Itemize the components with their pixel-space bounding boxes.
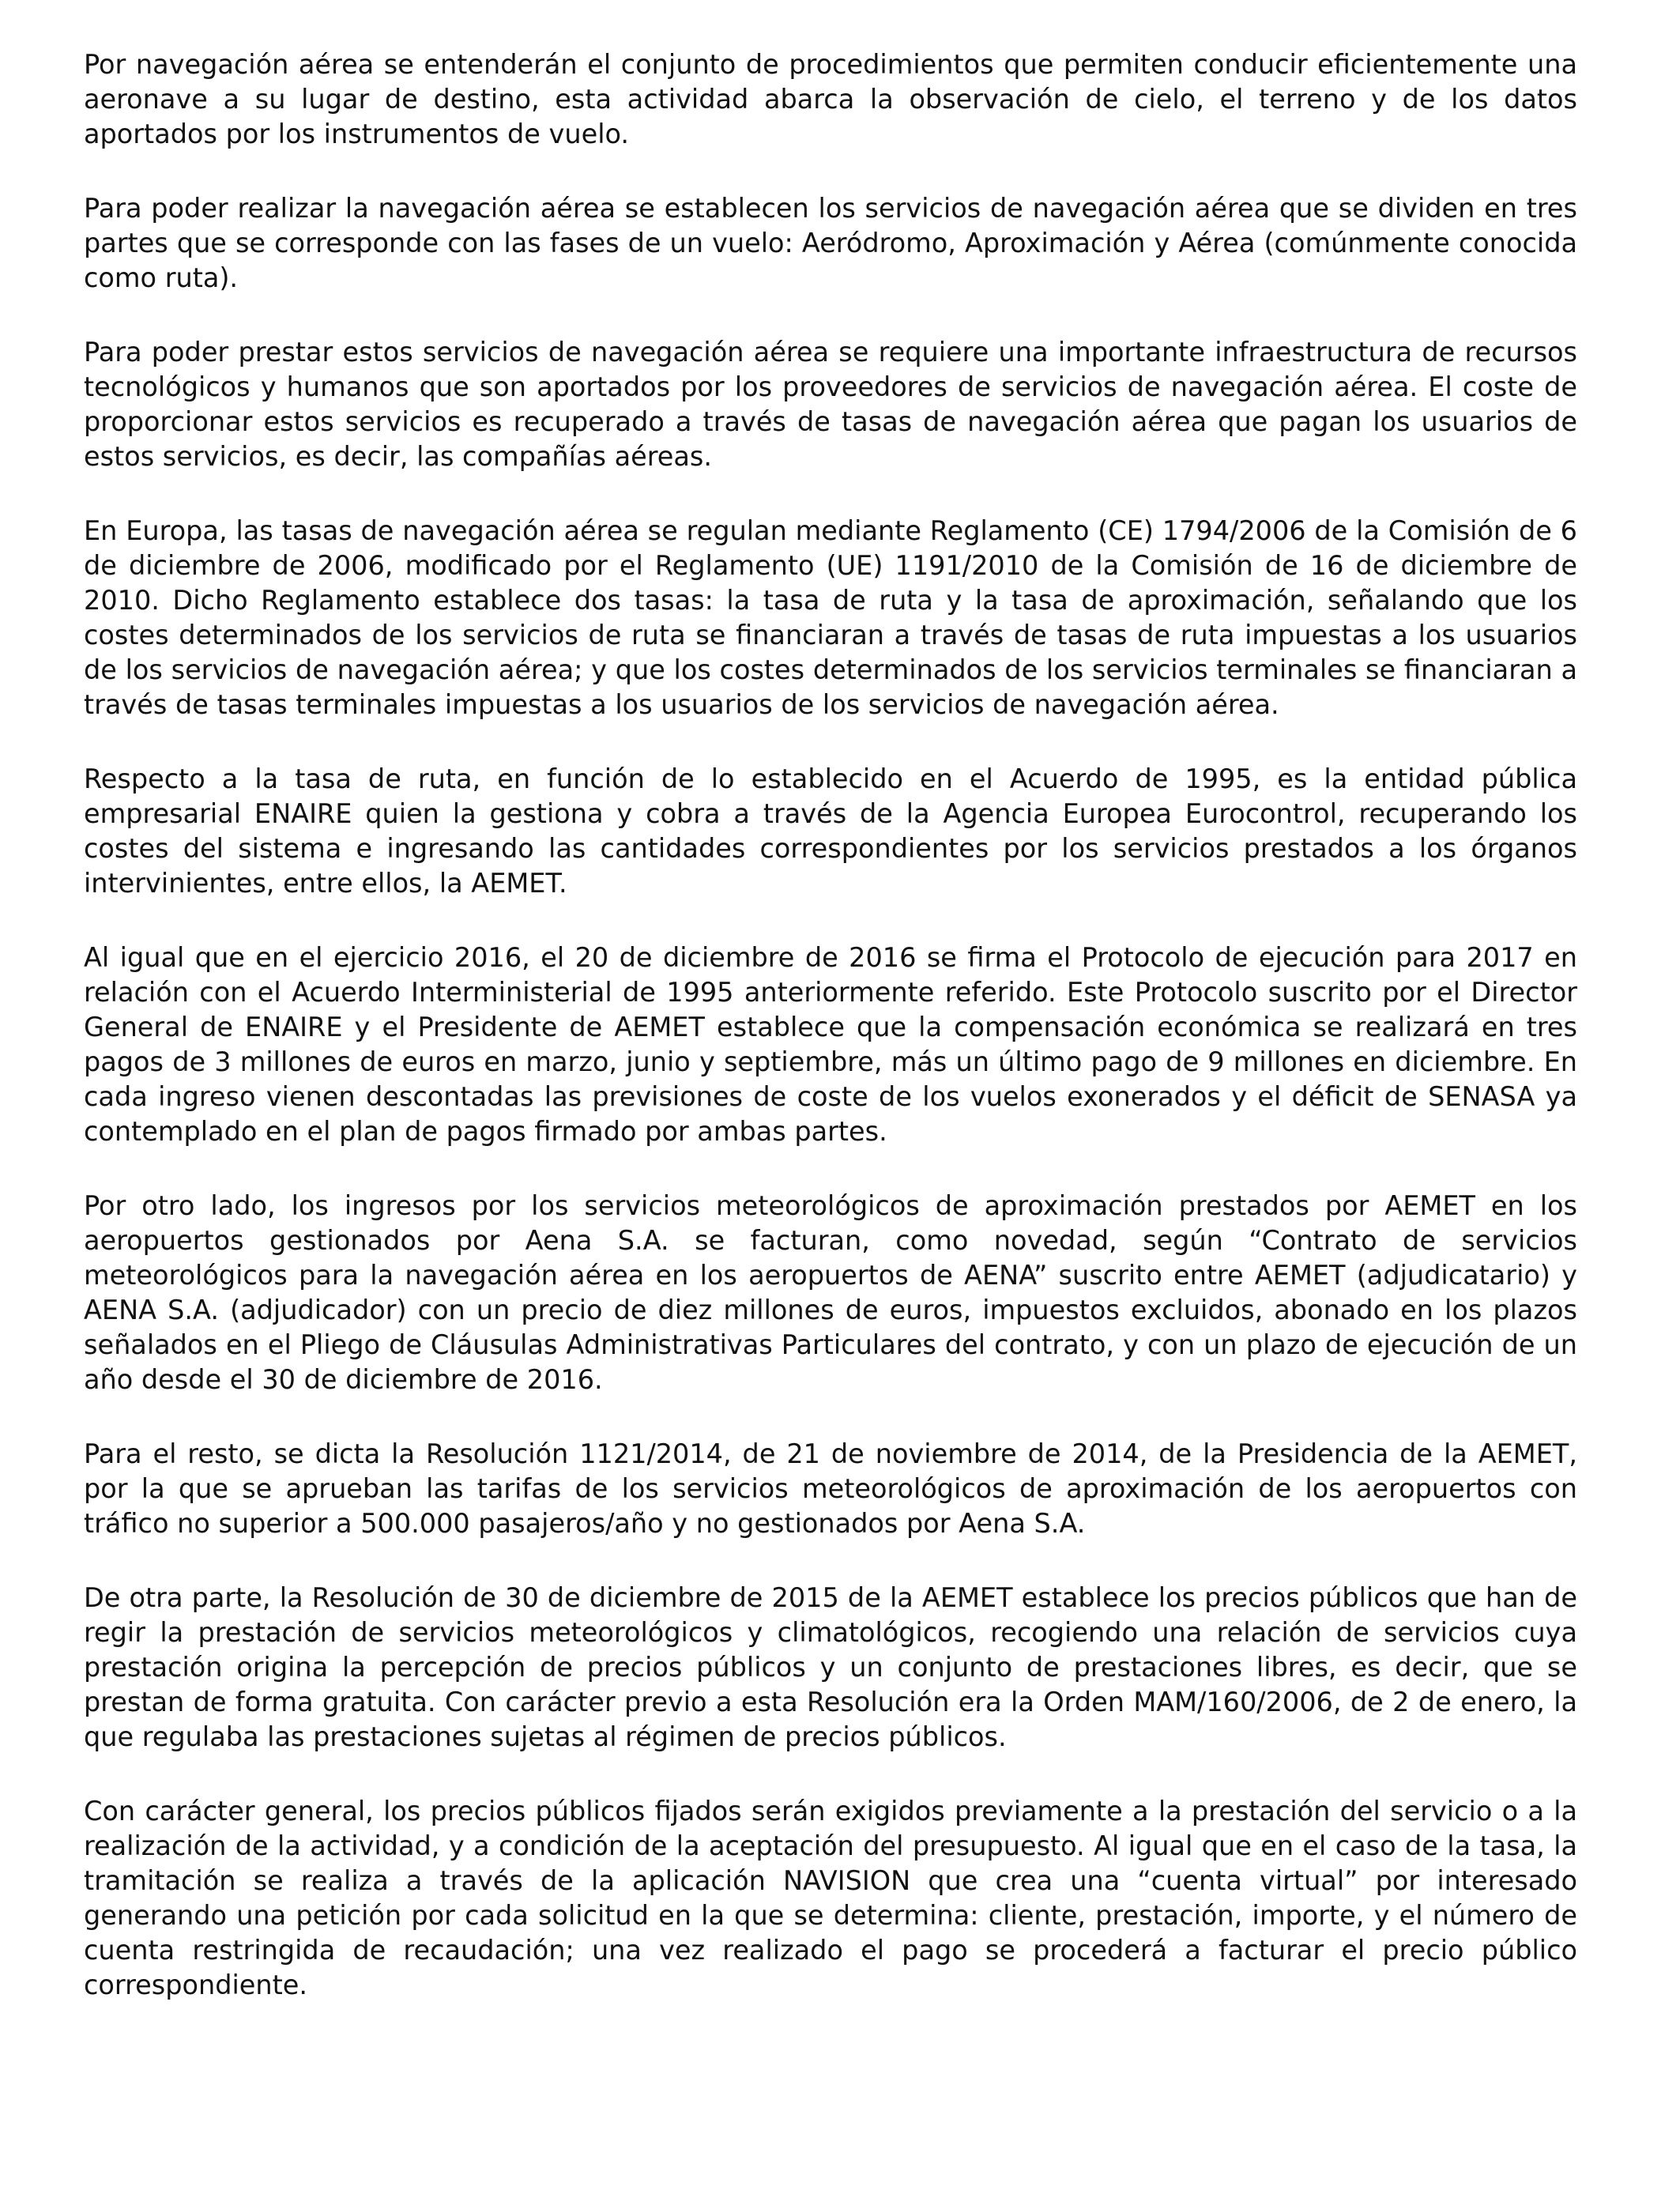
paragraph-protocolo-2017: Al igual que en el ejercicio 2016, el 20 de diciembre de 2016 se firma el Protocolo de ejecución para 2017 en relación con el Acuerdo Interministerial de 1995 anteriormente referido. Este Protocolo suscrito por el Director General de ENAIRE y el Presidente de AEMET establece que la compensación económica se realizará en tres pagos de 3 millones de euros en marzo, junio y septiembre, más un último pago de 9 millones en diciembre. En cada ingreso vienen descontadas las previsiones de coste de los vuelos exonerados y el déficit de SENASA ya contemplado en el plan de pagos firmado por ambas partes. xyxy=(84,942,1577,1147)
paragraph-tasa-ruta: Respecto a la tasa de ruta, en función de lo establecido en el Acuerdo de 1995, es la entidad pública empresarial ENAIRE quien la gestiona y cobra a través de la Agencia Europea Eurocontrol, recuperando los costes del sistema e ingresando las cantidades correspondientes por los servicios prestados a los órganos intervinientes, entre ellos, la AEMET. xyxy=(84,763,1577,899)
paragraph-contrato-aena: Por otro lado, los ingresos por los servicios meteorológicos de aproximación prestados por AEMET en los aeropuertos gestionados por Aena S.A. se facturan, como novedad, según “Contrato de servicios meteorológicos para la navegación aérea en los aeropuertos de AENA” suscrito entre AEMET (adjudicatario) y AENA S.A. (adjudicador) con un precio de diez millones de euros, impuestos excluidos, abonado en los plazos señalados en el Pliego de Cláusulas Administrativas Particulares del contrato, y con un plazo de ejecución de un año desde el 30 de diciembre de 2016. xyxy=(84,1190,1577,1395)
document-body xyxy=(84,47,1577,2042)
paragraph-navision: Con carácter general, los precios públicos fijados serán exigidos previamente a la prestación del servicio o a la realización de la actividad, y a condición de la aceptación del presupuesto. Al igual que en el caso de la tasa, la tramitación se realiza a través de la aplicación NAVISION que crea una “cuenta virtual” por interesado generando una petición por cada solicitud en la que se determina: cliente, prestación, importe, y el número de cuenta restringida de recaudación; una vez realizado el pago se procederá a facturar el precio público correspondiente. xyxy=(84,1796,1577,2000)
paragraph-navegacion-aerea: Por navegación aérea se entenderán el conjunto de procedimientos que permiten conducir eficientemente una aeronave a su lugar de destino, esta actividad abarca la observación de cielo, el terreno y de los datos aportados por los instrumentos de vuelo. xyxy=(84,49,1577,149)
paragraph-tasas-europa: En Europa, las tasas de navegación aérea se regulan mediante Reglamento (CE) 1794/2006 de la Comisión de 6 de diciembre de 2006, modificado por el Reglamento (UE) 1191/2010 de la Comisión de 16 de diciembre de 2010. Dicho Reglamento establece dos tasas: la tasa de ruta y la tasa de aproximación, señalando que los costes determinados de los servicios de ruta se financiaran a través de tasas de ruta impuestas a los usuarios de los servicios de navegación aérea; y que los costes determinados de los servicios terminales se financiaran a través de tasas terminales impuestas a los usuarios de los servicios de navegación aérea. xyxy=(84,515,1577,720)
paragraph-servicios-navegacion: Para poder realizar la navegación aérea se establecen los servicios de navegación aérea que se dividen en tres partes que se corresponde con las fases de un vuelo: Aeródromo, Aproximación y Aérea (comúnmente conocida como ruta). xyxy=(84,193,1577,293)
paragraph-resolucion-1121: Para el resto, se dicta la Resolución 1121/2014, de 21 de noviembre de 2014, de la Presidencia de la AEMET, por la que se aprueban las tarifas de los servicios meteorológicos de aproximación de los aeropuertos con tráfico no superior a 500.000 pasajeros/año y no gestionados por Aena S.A. xyxy=(84,1438,1577,1539)
paragraph-infraestructura: Para poder prestar estos servicios de navegación aérea se requiere una importante infraestructura de recursos tecnológicos y humanos que son aportados por los proveedores de servicios de navegación aérea. El coste de proporcionar estos servicios es recuperado a través de tasas de navegación aérea que pagan los usuarios de estos servicios, es decir, las compañías aéreas. xyxy=(84,337,1577,472)
paragraph-precios-publicos: De otra parte, la Resolución de 30 de diciembre de 2015 de la AEMET establece los precios públicos que han de regir la prestación de servicios meteorológicos y climatológicos, recogiendo una relación de servicios cuya prestación origina la percepción de precios públicos y un conjunto de prestaciones libres, es decir, que se prestan de forma gratuita. Con carácter previo a esta Resolución era la Orden MAM/160/2006, de 2 de enero, la que regulaba las prestaciones sujetas al régimen de precios públicos. xyxy=(84,1582,1577,1752)
